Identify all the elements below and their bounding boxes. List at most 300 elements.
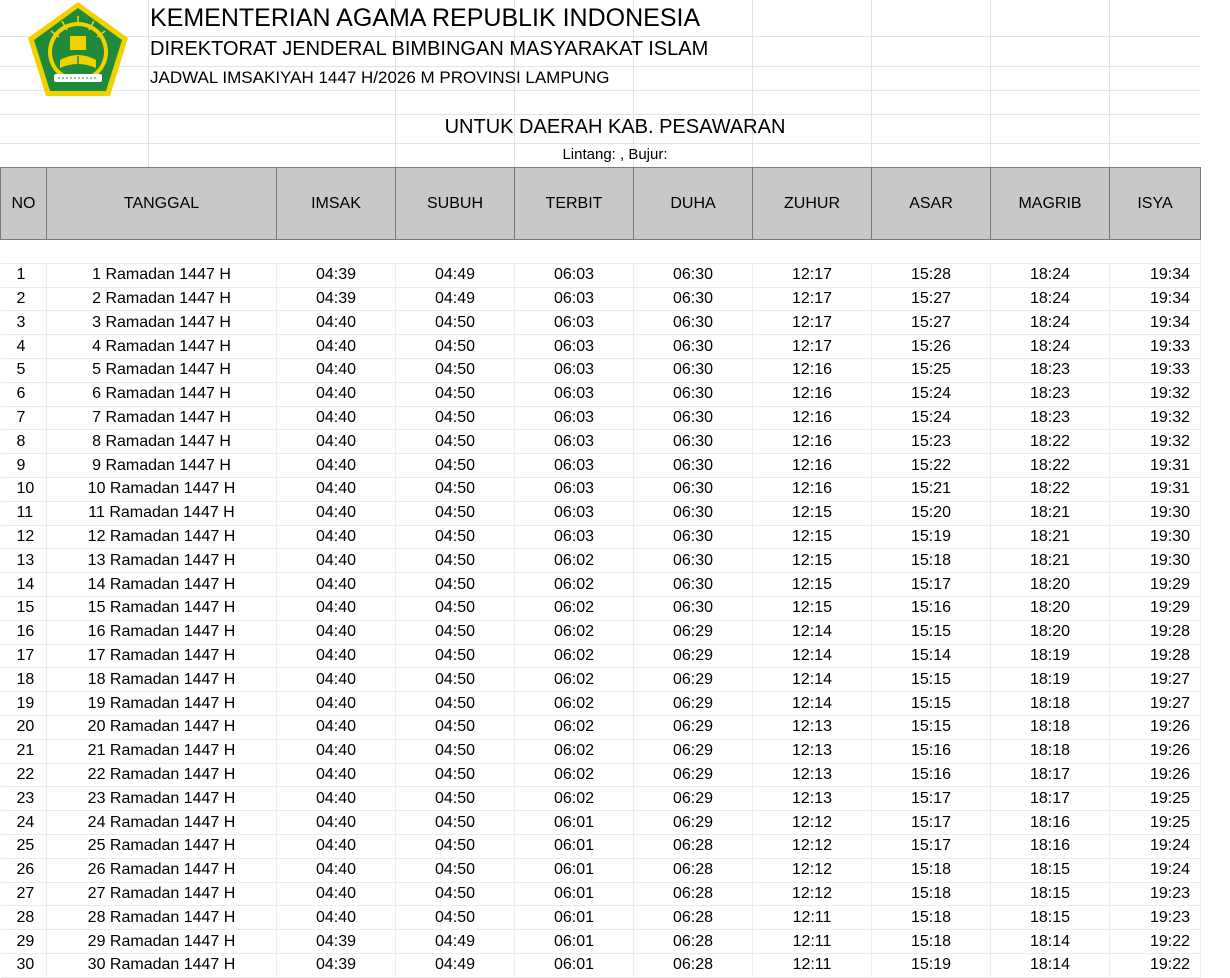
column-header-no[interactable]: NO <box>1 168 47 240</box>
cell-imsak[interactable]: 04:40 <box>277 596 396 620</box>
cell-isya[interactable]: 19:26 <box>1110 763 1201 787</box>
cell-isya[interactable]: 19:24 <box>1110 834 1201 858</box>
cell-magrib[interactable]: 18:24 <box>991 335 1110 359</box>
cell-no[interactable]: 6 <box>1 382 47 406</box>
cell-zuhur[interactable]: 12:13 <box>753 763 872 787</box>
cell-imsak[interactable]: 04:40 <box>277 311 396 335</box>
cell-duha[interactable]: 06:29 <box>634 763 753 787</box>
cell-tanggal[interactable]: 4 Ramadan 1447 H <box>47 335 277 359</box>
cell-asar[interactable]: 15:20 <box>872 501 991 525</box>
cell-isya[interactable]: 19:29 <box>1110 573 1201 597</box>
cell-duha[interactable]: 06:30 <box>634 287 753 311</box>
cell-subuh[interactable]: 04:50 <box>396 763 515 787</box>
cell-subuh[interactable]: 04:50 <box>396 335 515 359</box>
cell-terbit[interactable]: 06:03 <box>515 335 634 359</box>
cell-tanggal[interactable]: 20 Ramadan 1447 H <box>47 715 277 739</box>
cell-isya[interactable]: 19:23 <box>1110 882 1201 906</box>
cell-zuhur[interactable]: 12:12 <box>753 834 872 858</box>
cell-terbit[interactable]: 06:01 <box>515 858 634 882</box>
cell-subuh[interactable]: 04:49 <box>396 953 515 977</box>
cell-imsak[interactable]: 04:40 <box>277 763 396 787</box>
cell-isya[interactable]: 19:32 <box>1110 430 1201 454</box>
column-header-terbit[interactable]: TERBIT <box>515 168 634 240</box>
cell-terbit[interactable]: 06:03 <box>515 430 634 454</box>
cell-tanggal[interactable]: 13 Ramadan 1447 H <box>47 549 277 573</box>
cell-isya[interactable]: 19:26 <box>1110 715 1201 739</box>
cell-no[interactable]: 19 <box>1 692 47 716</box>
cell-terbit[interactable]: 06:01 <box>515 906 634 930</box>
cell-zuhur[interactable]: 12:12 <box>753 811 872 835</box>
cell-isya[interactable]: 19:31 <box>1110 477 1201 501</box>
cell-subuh[interactable]: 04:49 <box>396 930 515 954</box>
cell-no[interactable]: 13 <box>1 549 47 573</box>
cell-tanggal[interactable]: 27 Ramadan 1447 H <box>47 882 277 906</box>
cell-terbit[interactable]: 06:02 <box>515 596 634 620</box>
cell-subuh[interactable]: 04:50 <box>396 525 515 549</box>
cell-tanggal[interactable]: 3 Ramadan 1447 H <box>47 311 277 335</box>
cell-asar[interactable]: 15:28 <box>872 263 991 287</box>
cell-asar[interactable]: 15:15 <box>872 620 991 644</box>
cell-zuhur[interactable]: 12:15 <box>753 549 872 573</box>
cell-zuhur[interactable]: 12:11 <box>753 906 872 930</box>
cell-imsak[interactable]: 04:40 <box>277 811 396 835</box>
cell-tanggal[interactable]: 10 Ramadan 1447 H <box>47 477 277 501</box>
cell-subuh[interactable]: 04:50 <box>396 668 515 692</box>
cell-duha[interactable]: 06:30 <box>634 406 753 430</box>
cell-asar[interactable]: 15:26 <box>872 335 991 359</box>
cell-subuh[interactable]: 04:50 <box>396 834 515 858</box>
cell-no[interactable]: 16 <box>1 620 47 644</box>
cell-tanggal[interactable]: 29 Ramadan 1447 H <box>47 930 277 954</box>
cell-duha[interactable]: 06:29 <box>634 620 753 644</box>
cell-duha[interactable]: 06:30 <box>634 573 753 597</box>
cell-imsak[interactable]: 04:40 <box>277 549 396 573</box>
cell-tanggal[interactable]: 21 Ramadan 1447 H <box>47 739 277 763</box>
cell-isya[interactable]: 19:34 <box>1110 311 1201 335</box>
cell-asar[interactable]: 15:18 <box>872 858 991 882</box>
cell-duha[interactable]: 06:29 <box>634 644 753 668</box>
cell-asar[interactable]: 15:25 <box>872 358 991 382</box>
cell-terbit[interactable]: 06:03 <box>515 311 634 335</box>
cell-no[interactable]: 27 <box>1 882 47 906</box>
cell-imsak[interactable]: 04:40 <box>277 739 396 763</box>
cell-imsak[interactable]: 04:40 <box>277 358 396 382</box>
cell-terbit[interactable]: 06:03 <box>515 406 634 430</box>
cell-imsak[interactable]: 04:40 <box>277 620 396 644</box>
cell-imsak[interactable]: 04:40 <box>277 477 396 501</box>
cell-duha[interactable]: 06:28 <box>634 930 753 954</box>
cell-zuhur[interactable]: 12:16 <box>753 430 872 454</box>
cell-isya[interactable]: 19:26 <box>1110 739 1201 763</box>
cell-duha[interactable]: 06:28 <box>634 834 753 858</box>
cell-zuhur[interactable]: 12:15 <box>753 573 872 597</box>
cell-magrib[interactable]: 18:20 <box>991 596 1110 620</box>
cell-subuh[interactable]: 04:50 <box>396 858 515 882</box>
cell-imsak[interactable]: 04:40 <box>277 573 396 597</box>
cell-tanggal[interactable]: 9 Ramadan 1447 H <box>47 454 277 478</box>
cell-duha[interactable]: 06:30 <box>634 477 753 501</box>
cell-isya[interactable]: 19:29 <box>1110 596 1201 620</box>
cell-asar[interactable]: 15:17 <box>872 811 991 835</box>
cell-isya[interactable]: 19:25 <box>1110 811 1201 835</box>
cell-terbit[interactable]: 06:01 <box>515 811 634 835</box>
cell-terbit[interactable]: 06:02 <box>515 549 634 573</box>
cell-no[interactable]: 20 <box>1 715 47 739</box>
cell-duha[interactable]: 06:30 <box>634 382 753 406</box>
cell-subuh[interactable]: 04:50 <box>396 430 515 454</box>
cell-subuh[interactable]: 04:50 <box>396 715 515 739</box>
cell-zuhur[interactable]: 12:13 <box>753 715 872 739</box>
cell-magrib[interactable]: 18:24 <box>991 263 1110 287</box>
cell-no[interactable]: 1 <box>1 263 47 287</box>
cell-isya[interactable]: 19:33 <box>1110 335 1201 359</box>
cell-magrib[interactable]: 18:16 <box>991 811 1110 835</box>
cell-magrib[interactable]: 18:22 <box>991 454 1110 478</box>
cell-magrib[interactable]: 18:21 <box>991 549 1110 573</box>
cell-duha[interactable]: 06:30 <box>634 454 753 478</box>
cell-asar[interactable]: 15:27 <box>872 311 991 335</box>
cell-terbit[interactable]: 06:03 <box>515 382 634 406</box>
cell-zuhur[interactable]: 12:17 <box>753 311 872 335</box>
cell-tanggal[interactable]: 2 Ramadan 1447 H <box>47 287 277 311</box>
cell-tanggal[interactable]: 1 Ramadan 1447 H <box>47 263 277 287</box>
cell-no[interactable]: 22 <box>1 763 47 787</box>
cell-tanggal[interactable]: 6 Ramadan 1447 H <box>47 382 277 406</box>
cell-magrib[interactable]: 18:14 <box>991 930 1110 954</box>
cell-imsak[interactable]: 04:40 <box>277 382 396 406</box>
cell-terbit[interactable]: 06:03 <box>515 454 634 478</box>
cell-zuhur[interactable]: 12:13 <box>753 739 872 763</box>
cell-imsak[interactable]: 04:40 <box>277 454 396 478</box>
cell-magrib[interactable]: 18:23 <box>991 382 1110 406</box>
cell-duha[interactable]: 06:30 <box>634 525 753 549</box>
cell-magrib[interactable]: 18:16 <box>991 834 1110 858</box>
cell-no[interactable]: 30 <box>1 953 47 977</box>
cell-isya[interactable]: 19:28 <box>1110 620 1201 644</box>
cell-terbit[interactable]: 06:02 <box>515 787 634 811</box>
cell-asar[interactable]: 15:19 <box>872 525 991 549</box>
cell-imsak[interactable]: 04:40 <box>277 715 396 739</box>
cell-terbit[interactable]: 06:01 <box>515 953 634 977</box>
cell-duha[interactable]: 06:29 <box>634 668 753 692</box>
cell-imsak[interactable]: 04:40 <box>277 335 396 359</box>
cell-terbit[interactable]: 06:01 <box>515 834 634 858</box>
cell-zuhur[interactable]: 12:16 <box>753 382 872 406</box>
cell-asar[interactable]: 15:18 <box>872 882 991 906</box>
cell-zuhur[interactable]: 12:13 <box>753 787 872 811</box>
cell-imsak[interactable]: 04:40 <box>277 692 396 716</box>
cell-zuhur[interactable]: 12:11 <box>753 953 872 977</box>
cell-magrib[interactable]: 18:24 <box>991 287 1110 311</box>
cell-asar[interactable]: 15:17 <box>872 787 991 811</box>
cell-asar[interactable]: 15:27 <box>872 287 991 311</box>
cell-terbit[interactable]: 06:02 <box>515 620 634 644</box>
cell-asar[interactable]: 15:16 <box>872 596 991 620</box>
cell-terbit[interactable]: 06:02 <box>515 715 634 739</box>
cell-magrib[interactable]: 18:17 <box>991 787 1110 811</box>
cell-duha[interactable]: 06:28 <box>634 858 753 882</box>
cell-isya[interactable]: 19:22 <box>1110 953 1201 977</box>
cell-imsak[interactable]: 04:40 <box>277 834 396 858</box>
cell-zuhur[interactable]: 12:16 <box>753 454 872 478</box>
cell-asar[interactable]: 15:15 <box>872 692 991 716</box>
cell-magrib[interactable]: 18:14 <box>991 953 1110 977</box>
cell-asar[interactable]: 15:17 <box>872 573 991 597</box>
cell-isya[interactable]: 19:27 <box>1110 668 1201 692</box>
cell-zuhur[interactable]: 12:11 <box>753 930 872 954</box>
cell-terbit[interactable]: 06:02 <box>515 692 634 716</box>
cell-asar[interactable]: 15:23 <box>872 430 991 454</box>
cell-magrib[interactable]: 18:15 <box>991 858 1110 882</box>
cell-duha[interactable]: 06:29 <box>634 715 753 739</box>
cell-imsak[interactable]: 04:40 <box>277 644 396 668</box>
cell-zuhur[interactable]: 12:16 <box>753 358 872 382</box>
cell-duha[interactable]: 06:30 <box>634 549 753 573</box>
cell-tanggal[interactable]: 8 Ramadan 1447 H <box>47 430 277 454</box>
cell-magrib[interactable]: 18:21 <box>991 501 1110 525</box>
cell-no[interactable]: 5 <box>1 358 47 382</box>
cell-zuhur[interactable]: 12:17 <box>753 263 872 287</box>
cell-zuhur[interactable]: 12:12 <box>753 882 872 906</box>
cell-tanggal[interactable]: 16 Ramadan 1447 H <box>47 620 277 644</box>
cell-asar[interactable]: 15:15 <box>872 715 991 739</box>
cell-imsak[interactable]: 04:39 <box>277 263 396 287</box>
cell-zuhur[interactable]: 12:14 <box>753 620 872 644</box>
cell-imsak[interactable]: 04:40 <box>277 525 396 549</box>
cell-subuh[interactable]: 04:50 <box>396 406 515 430</box>
cell-asar[interactable]: 15:24 <box>872 406 991 430</box>
cell-imsak[interactable]: 04:40 <box>277 668 396 692</box>
cell-magrib[interactable]: 18:17 <box>991 763 1110 787</box>
cell-subuh[interactable]: 04:50 <box>396 549 515 573</box>
cell-subuh[interactable]: 04:50 <box>396 454 515 478</box>
cell-subuh[interactable]: 04:50 <box>396 739 515 763</box>
cell-asar[interactable]: 15:19 <box>872 953 991 977</box>
cell-imsak[interactable]: 04:40 <box>277 858 396 882</box>
cell-duha[interactable]: 06:30 <box>634 430 753 454</box>
cell-tanggal[interactable]: 17 Ramadan 1447 H <box>47 644 277 668</box>
cell-magrib[interactable]: 18:23 <box>991 406 1110 430</box>
cell-imsak[interactable]: 04:40 <box>277 787 396 811</box>
cell-isya[interactable]: 19:30 <box>1110 525 1201 549</box>
cell-isya[interactable]: 19:33 <box>1110 358 1201 382</box>
cell-duha[interactable]: 06:30 <box>634 358 753 382</box>
cell-terbit[interactable]: 06:03 <box>515 287 634 311</box>
cell-duha[interactable]: 06:30 <box>634 335 753 359</box>
cell-no[interactable]: 29 <box>1 930 47 954</box>
cell-magrib[interactable]: 18:19 <box>991 644 1110 668</box>
cell-isya[interactable]: 19:32 <box>1110 406 1201 430</box>
cell-tanggal[interactable]: 30 Ramadan 1447 H <box>47 953 277 977</box>
cell-magrib[interactable]: 18:15 <box>991 906 1110 930</box>
cell-tanggal[interactable]: 5 Ramadan 1447 H <box>47 358 277 382</box>
cell-magrib[interactable]: 18:15 <box>991 882 1110 906</box>
cell-duha[interactable]: 06:29 <box>634 692 753 716</box>
cell-zuhur[interactable]: 12:17 <box>753 287 872 311</box>
cell-no[interactable]: 10 <box>1 477 47 501</box>
cell-subuh[interactable]: 04:49 <box>396 263 515 287</box>
cell-imsak[interactable]: 04:39 <box>277 287 396 311</box>
column-header-isya[interactable]: ISYA <box>1110 168 1201 240</box>
cell-tanggal[interactable]: 15 Ramadan 1447 H <box>47 596 277 620</box>
cell-duha[interactable]: 06:29 <box>634 811 753 835</box>
cell-subuh[interactable]: 04:50 <box>396 882 515 906</box>
column-header-tanggal[interactable]: TANGGAL <box>47 168 277 240</box>
cell-tanggal[interactable]: 7 Ramadan 1447 H <box>47 406 277 430</box>
cell-no[interactable]: 9 <box>1 454 47 478</box>
cell-no[interactable]: 24 <box>1 811 47 835</box>
cell-terbit[interactable]: 06:02 <box>515 763 634 787</box>
cell-terbit[interactable]: 06:02 <box>515 573 634 597</box>
cell-zuhur[interactable]: 12:14 <box>753 668 872 692</box>
cell-no[interactable]: 23 <box>1 787 47 811</box>
cell-magrib[interactable]: 18:18 <box>991 692 1110 716</box>
column-header-subuh[interactable]: SUBUH <box>396 168 515 240</box>
cell-isya[interactable]: 19:31 <box>1110 454 1201 478</box>
cell-imsak[interactable]: 04:39 <box>277 930 396 954</box>
cell-no[interactable]: 3 <box>1 311 47 335</box>
cell-isya[interactable]: 19:30 <box>1110 501 1201 525</box>
cell-zuhur[interactable]: 12:16 <box>753 477 872 501</box>
cell-tanggal[interactable]: 25 Ramadan 1447 H <box>47 834 277 858</box>
cell-asar[interactable]: 15:24 <box>872 382 991 406</box>
cell-asar[interactable]: 15:18 <box>872 906 991 930</box>
cell-terbit[interactable]: 06:03 <box>515 525 634 549</box>
cell-magrib[interactable]: 18:21 <box>991 525 1110 549</box>
cell-no[interactable]: 21 <box>1 739 47 763</box>
cell-no[interactable]: 12 <box>1 525 47 549</box>
cell-zuhur[interactable]: 12:16 <box>753 406 872 430</box>
cell-magrib[interactable]: 18:22 <box>991 430 1110 454</box>
cell-duha[interactable]: 06:30 <box>634 501 753 525</box>
cell-terbit[interactable]: 06:02 <box>515 668 634 692</box>
cell-no[interactable]: 11 <box>1 501 47 525</box>
cell-tanggal[interactable]: 12 Ramadan 1447 H <box>47 525 277 549</box>
cell-subuh[interactable]: 04:50 <box>396 906 515 930</box>
cell-terbit[interactable]: 06:02 <box>515 644 634 668</box>
cell-no[interactable]: 4 <box>1 335 47 359</box>
cell-duha[interactable]: 06:30 <box>634 311 753 335</box>
cell-asar[interactable]: 15:18 <box>872 930 991 954</box>
cell-isya[interactable]: 19:25 <box>1110 787 1201 811</box>
cell-terbit[interactable]: 06:01 <box>515 930 634 954</box>
cell-subuh[interactable]: 04:50 <box>396 477 515 501</box>
cell-magrib[interactable]: 18:20 <box>991 620 1110 644</box>
cell-subuh[interactable]: 04:49 <box>396 287 515 311</box>
cell-asar[interactable]: 15:16 <box>872 763 991 787</box>
cell-no[interactable]: 26 <box>1 858 47 882</box>
cell-subuh[interactable]: 04:50 <box>396 382 515 406</box>
cell-zuhur[interactable]: 12:17 <box>753 335 872 359</box>
cell-tanggal[interactable]: 18 Ramadan 1447 H <box>47 668 277 692</box>
cell-no[interactable]: 25 <box>1 834 47 858</box>
cell-isya[interactable]: 19:23 <box>1110 906 1201 930</box>
cell-subuh[interactable]: 04:50 <box>396 596 515 620</box>
cell-tanggal[interactable]: 14 Ramadan 1447 H <box>47 573 277 597</box>
cell-isya[interactable]: 19:28 <box>1110 644 1201 668</box>
cell-tanggal[interactable]: 11 Ramadan 1447 H <box>47 501 277 525</box>
cell-imsak[interactable]: 04:40 <box>277 501 396 525</box>
cell-imsak[interactable]: 04:40 <box>277 906 396 930</box>
cell-zuhur[interactable]: 12:14 <box>753 692 872 716</box>
cell-terbit[interactable]: 06:03 <box>515 358 634 382</box>
cell-zuhur[interactable]: 12:15 <box>753 525 872 549</box>
column-header-duha[interactable]: DUHA <box>634 168 753 240</box>
cell-asar[interactable]: 15:14 <box>872 644 991 668</box>
cell-no[interactable]: 17 <box>1 644 47 668</box>
cell-no[interactable]: 18 <box>1 668 47 692</box>
cell-magrib[interactable]: 18:24 <box>991 311 1110 335</box>
cell-magrib[interactable]: 18:20 <box>991 573 1110 597</box>
cell-isya[interactable]: 19:27 <box>1110 692 1201 716</box>
cell-terbit[interactable]: 06:03 <box>515 477 634 501</box>
cell-duha[interactable]: 06:29 <box>634 739 753 763</box>
column-header-magrib[interactable]: MAGRIB <box>991 168 1110 240</box>
column-header-asar[interactable]: ASAR <box>872 168 991 240</box>
cell-duha[interactable]: 06:30 <box>634 596 753 620</box>
cell-magrib[interactable]: 18:19 <box>991 668 1110 692</box>
column-header-zuhur[interactable]: ZUHUR <box>753 168 872 240</box>
cell-tanggal[interactable]: 19 Ramadan 1447 H <box>47 692 277 716</box>
cell-terbit[interactable]: 06:03 <box>515 263 634 287</box>
cell-imsak[interactable]: 04:39 <box>277 953 396 977</box>
cell-subuh[interactable]: 04:50 <box>396 787 515 811</box>
cell-asar[interactable]: 15:16 <box>872 739 991 763</box>
cell-zuhur[interactable]: 12:15 <box>753 596 872 620</box>
cell-magrib[interactable]: 18:22 <box>991 477 1110 501</box>
cell-duha[interactable]: 06:28 <box>634 953 753 977</box>
cell-tanggal[interactable]: 28 Ramadan 1447 H <box>47 906 277 930</box>
cell-isya[interactable]: 19:24 <box>1110 858 1201 882</box>
cell-subuh[interactable]: 04:50 <box>396 311 515 335</box>
cell-tanggal[interactable]: 23 Ramadan 1447 H <box>47 787 277 811</box>
cell-imsak[interactable]: 04:40 <box>277 430 396 454</box>
cell-terbit[interactable]: 06:03 <box>515 501 634 525</box>
cell-isya[interactable]: 19:34 <box>1110 263 1201 287</box>
cell-asar[interactable]: 15:17 <box>872 834 991 858</box>
cell-subuh[interactable]: 04:50 <box>396 811 515 835</box>
cell-subuh[interactable]: 04:50 <box>396 358 515 382</box>
cell-tanggal[interactable]: 26 Ramadan 1447 H <box>47 858 277 882</box>
cell-duha[interactable]: 06:29 <box>634 787 753 811</box>
cell-asar[interactable]: 15:22 <box>872 454 991 478</box>
cell-zuhur[interactable]: 12:12 <box>753 858 872 882</box>
cell-duha[interactable]: 06:30 <box>634 263 753 287</box>
cell-no[interactable]: 8 <box>1 430 47 454</box>
cell-no[interactable]: 14 <box>1 573 47 597</box>
cell-magrib[interactable]: 18:23 <box>991 358 1110 382</box>
cell-magrib[interactable]: 18:18 <box>991 739 1110 763</box>
cell-terbit[interactable]: 06:02 <box>515 739 634 763</box>
cell-duha[interactable]: 06:28 <box>634 906 753 930</box>
cell-no[interactable]: 7 <box>1 406 47 430</box>
cell-magrib[interactable]: 18:18 <box>991 715 1110 739</box>
cell-subuh[interactable]: 04:50 <box>396 692 515 716</box>
cell-duha[interactable]: 06:28 <box>634 882 753 906</box>
cell-asar[interactable]: 15:15 <box>872 668 991 692</box>
column-header-imsak[interactable]: IMSAK <box>277 168 396 240</box>
cell-tanggal[interactable]: 22 Ramadan 1447 H <box>47 763 277 787</box>
cell-no[interactable]: 15 <box>1 596 47 620</box>
cell-isya[interactable]: 19:32 <box>1110 382 1201 406</box>
cell-subuh[interactable]: 04:50 <box>396 620 515 644</box>
cell-isya[interactable]: 19:34 <box>1110 287 1201 311</box>
cell-tanggal[interactable]: 24 Ramadan 1447 H <box>47 811 277 835</box>
cell-imsak[interactable]: 04:40 <box>277 882 396 906</box>
cell-isya[interactable]: 19:22 <box>1110 930 1201 954</box>
cell-subuh[interactable]: 04:50 <box>396 501 515 525</box>
cell-subuh[interactable]: 04:50 <box>396 573 515 597</box>
